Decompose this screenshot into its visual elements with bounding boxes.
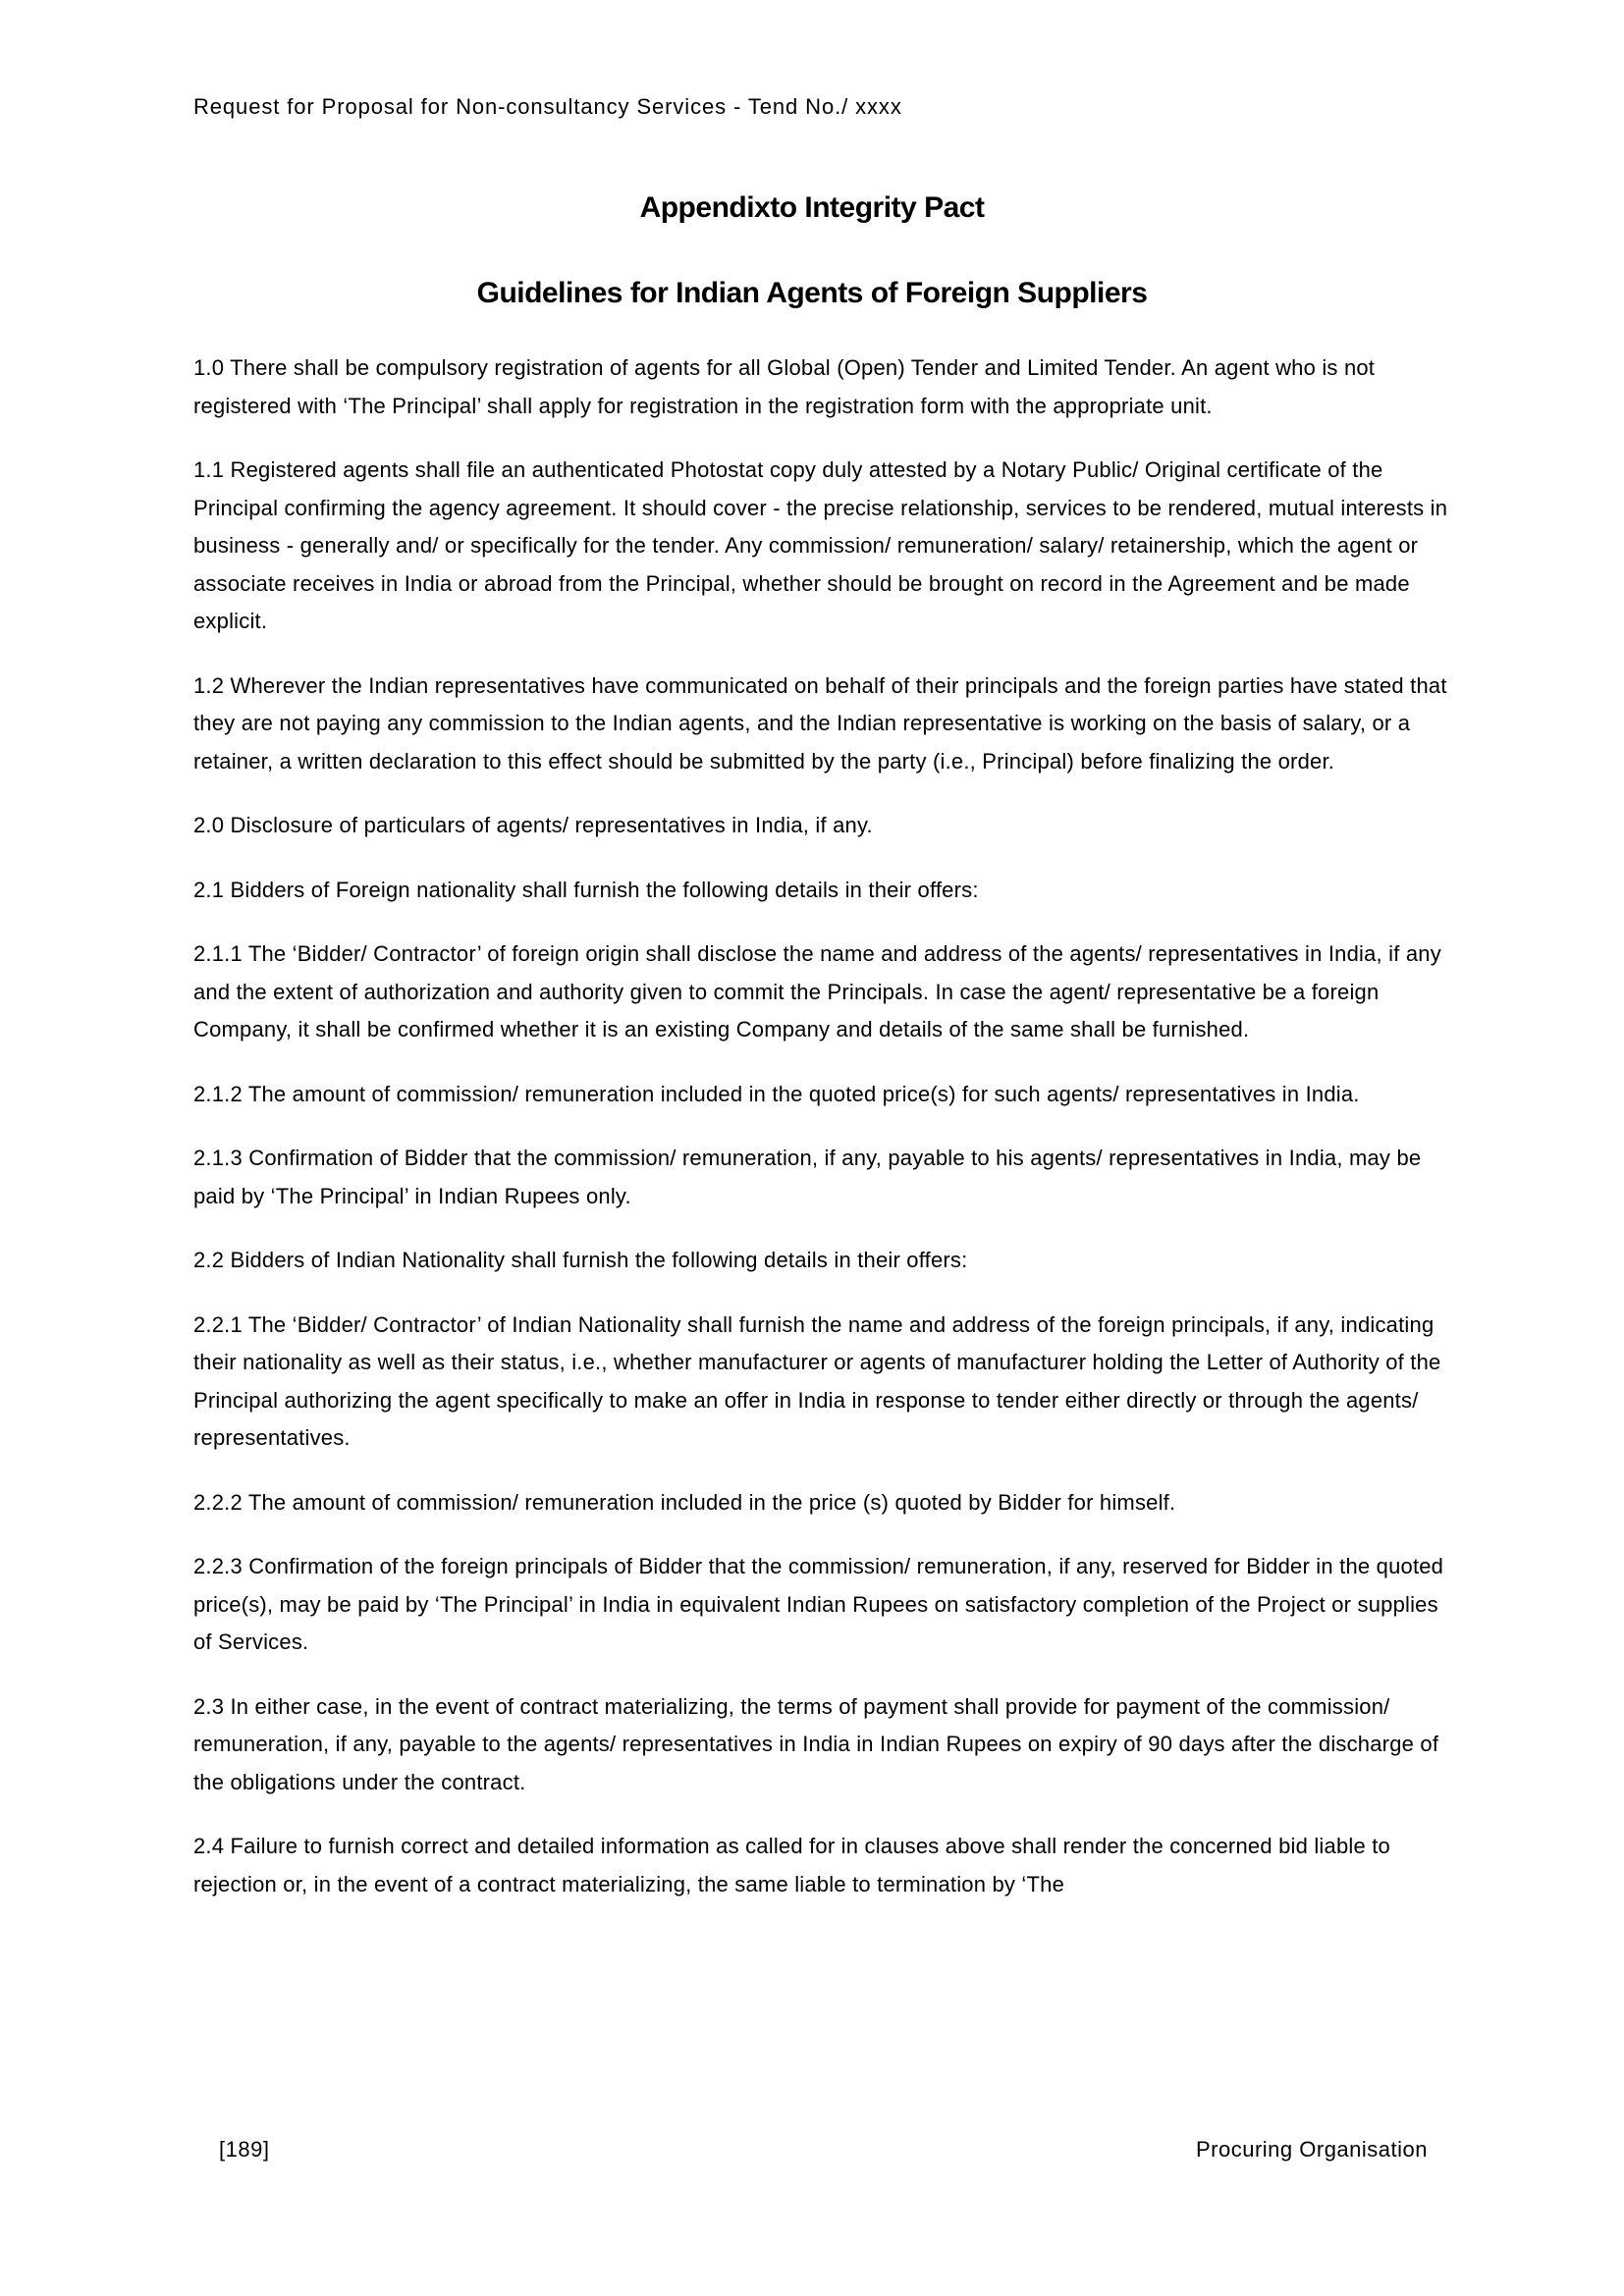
paragraph-2-1: 2.1 Bidders of Foreign nationality shall furnish the following details in their offers: (193, 877, 979, 902)
footer-organisation-label: Procuring Organisation (1195, 2137, 1428, 2162)
paragraph-2-3: 2.3 In either case, in the event of contract materializing, the terms of payment shall provide for payment of the commission/ remuneration, if any, payable to the agents/ representatives in India in Indian Rupees on expiry of 90 days after the discharge of the obligations under the contract. (193, 1693, 1439, 1794)
paragraph-2-4: 2.4 Failure to furnish correct and detailed information as called for in clauses above shall render the concerned bid liable to rejection or, in the event of a contract materializing, the same liable to termination by ‘The (193, 1834, 1390, 1896)
paragraph-2-1-3: 2.1.3 Confirmation of Bidder that the commission/ remuneration, if any, payable to his agents/ representatives in India, may be paid by ‘The Principal’ in Indian Rupees only. (193, 1146, 1422, 1208)
paragraph-1-0: 1.0 There shall be compulsory registration of agents for all Global (Open) Tender and Limited Tender. An agent who is not registered with ‘The Principal’ shall apply for registration in the registration form with the appropriate unit. (193, 355, 1376, 418)
page-footer (193, 2136, 1428, 2163)
document-body (193, 349, 1451, 1930)
paragraph-2-1-2: 2.1.2 The amount of commission/ remuneration included in the quoted price(s) for such agents/ representatives in India. (193, 1081, 1360, 1106)
document-subtitle: Guidelines for Indian Agents of Foreign Suppliers (476, 277, 1148, 309)
paragraph-1-2: 1.2 Wherever the Indian representatives have communicated on behalf of their principals and the foreign parties have stated that they are not paying any commission to the Indian agents, and the Indian representative is working on the basis of salary, or a retainer, a written declaration to this effect should be submitted by the party (i.e., Principal) before finalizing the order. (193, 672, 1447, 774)
page-number: [189] (219, 2137, 270, 2162)
paragraph-2-2-2: 2.2.2 The amount of commission/ remuneration included in the price (s) quoted by Bidder for himself. (193, 1489, 1176, 1515)
paragraph-2-0: 2.0 Disclosure of particulars of agents/ representatives in India, if any. (193, 813, 873, 837)
page-header: Request for Proposal for Non-consultancy Services - Tend No./ xxxx (193, 94, 902, 119)
document-title: Appendixto Integrity Pact (639, 191, 985, 224)
paragraph-2-1-1: 2.1.1 The ‘Bidder/ Contractor’ of foreign origin shall disclose the name and address of the agents/ representatives in India, if any and the extent of authorization and authority given to commit the Principals. In case the agent/ representative be a foreign Company, it shall be confirmed whether it is an existing Company and details of the same shall be furnished. (193, 941, 1441, 1041)
paragraph-1-1: 1.1 Registered agents shall file an authenticated Photostat copy duly attested by a Notary Public/ Original certificate of the Principal confirming the agency agreement. It should cover - the precise relationship, services to be rendered, mutual interests in business - generally and/ or specifically for the tender. Any commission/ remuneration/ salary/ retainership, which the agent or associate receives in India or abroad from the Principal, whether should be brought on record in the Agreement and be made explicit. (193, 457, 1448, 633)
paragraph-2-2-1: 2.2.1 The ‘Bidder/ Contractor’ of Indian Nationality shall furnish the name and address of the foreign principals, if any, indicating their nationality as well as their status, i.e., whether manufacturer or agents of manufacturer holding the Letter of Authority of the Principal authorizing the agent specifically to make an offer in India in response to tender either directly or through the agents/ representatives. (193, 1311, 1441, 1450)
paragraph-2-2: 2.2 Bidders of Indian Nationality shall furnish the following details in their offers: (193, 1248, 968, 1272)
paragraph-2-2-3: 2.2.3 Confirmation of the foreign principals of Bidder that the commission/ remuneration, if any, reserved for Bidder in the quoted price(s), may be paid by ‘The Principal’ in India in equivalent Indian Rupees on satisfactory completion of the Project or supplies of Services. (193, 1554, 1444, 1654)
